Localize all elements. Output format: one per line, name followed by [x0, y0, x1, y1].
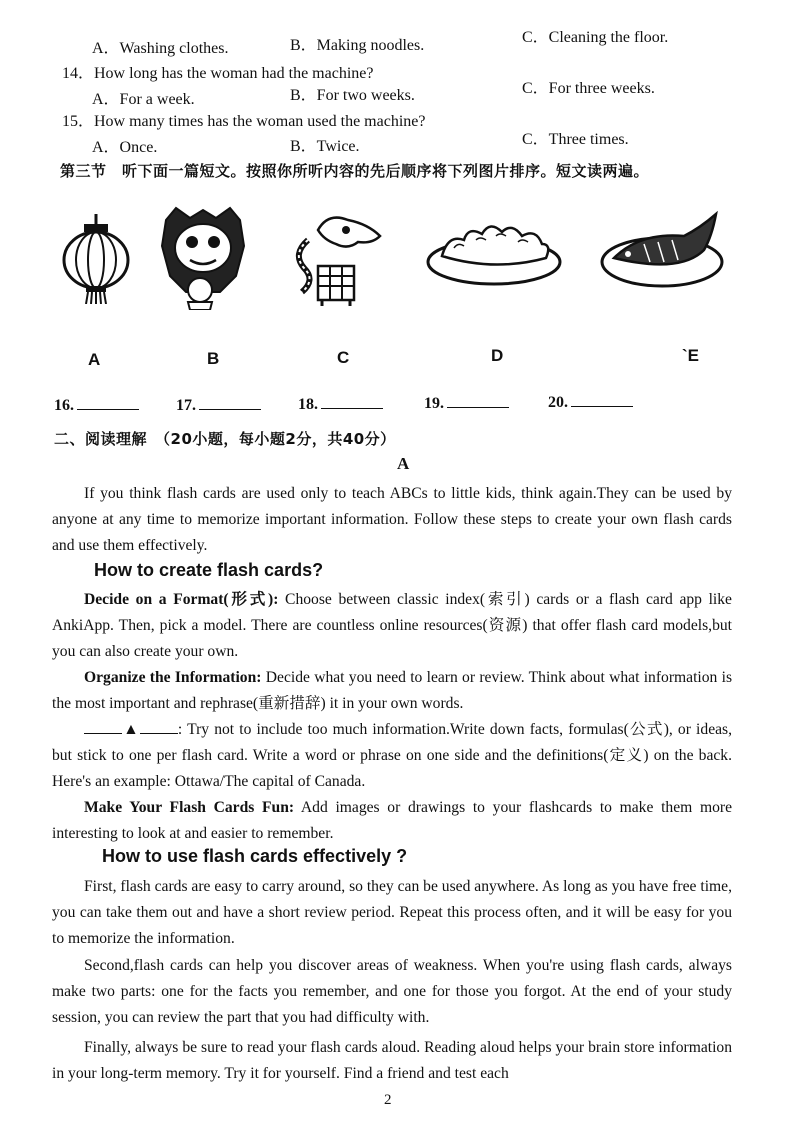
q15-option-b: B．Twice.: [290, 138, 360, 155]
fun-text: Add images or drawings to your flashcards to make them more interesting to look at and easier to remember.: [52, 799, 732, 842]
organize-text: Decide what you need to learn or review. Think about what information is the most important and rephrase(重新措辞) it in your own words.: [52, 669, 733, 712]
blank-marker: ▲: [122, 721, 140, 738]
passage-letter: A: [397, 454, 410, 473]
q13-option-a: A．Washing clothes.: [92, 40, 229, 57]
blank-number: 16.: [54, 397, 74, 414]
reading-blank-left[interactable]: [84, 732, 122, 734]
dragon-icon: [288, 210, 388, 306]
blank-text: : Try not to include too much information.Write down facts, formulas(公式), or ideas, but stick to one per flash card. Write a word or phrase on one side and the definitions(定义) on the back. Here's an example: Ottawa/The capital of Canada.: [52, 721, 732, 790]
lantern-icon: [60, 212, 132, 304]
answer-blank-16[interactable]: [54, 397, 139, 415]
answer-blank-17[interactable]: [176, 397, 261, 415]
answer-blank-19[interactable]: [424, 395, 509, 413]
format-label: Decide on a Format(形式):: [84, 591, 279, 608]
q14-option-c: C．For three weeks.: [522, 80, 655, 97]
finally-paragraph: [52, 1035, 732, 1087]
heading-create: How to create flash cards?: [94, 560, 324, 580]
picture-label-a: A: [88, 350, 101, 369]
format-text: Choose between classic index(索引) cards or a flash card app like AnkiApp. Then, pick a model. There are countless online resources(资源) that offer flash card models,but you can also create your own.: [52, 591, 732, 660]
organize-paragraph: [52, 665, 732, 717]
fun-label: Make Your Flash Cards Fun:: [84, 799, 295, 816]
reading-blank-right[interactable]: [140, 732, 178, 734]
blank-paragraph: [52, 717, 732, 795]
picture-label-e: `E: [682, 346, 699, 365]
finally-text: Finally, always be sure to read your flash cards aloud. Reading aloud helps your brain store information in your long-term memory. Try it for yourself. Find a friend and test each: [52, 1039, 732, 1082]
organize-label: Organize the Information:: [84, 669, 262, 686]
second-text: Second,flash cards can help you discover areas of weakness. When you're using flash cards, always make two parts: one for the facts you remember, and one for those you forgot. At the end of your study session, you can review the part that you had difficulty with.: [52, 957, 732, 1026]
q13-option-c: C．Cleaning the floor.: [522, 29, 669, 46]
intro-text: If you think flash cards are used only to teach ABCs to little kids, think again.They can be used by anyone at any time to memorize important information. Follow these steps to create your own flash cards and use them effectively.: [52, 485, 732, 554]
dumplings-icon: [424, 212, 564, 288]
part2-title: 二、阅读理解 （20小题，每小题2分，共40分）: [54, 430, 396, 448]
first-paragraph: [52, 874, 732, 952]
q13-option-b: B．Making noodles.: [290, 37, 425, 54]
q15-option-c: C．Three times.: [522, 131, 629, 148]
picture-label-c: C: [337, 348, 350, 367]
q14-option-a: A．For a week.: [92, 91, 195, 108]
fun-paragraph: [52, 795, 732, 847]
q14-question: 14．How long has the woman had the machine?: [62, 65, 374, 82]
q14-option-b: B．For two weeks.: [290, 87, 415, 104]
lion-dance-icon: [160, 206, 246, 310]
q15-question: 15．How many times has the woman used the machine?: [62, 113, 426, 130]
page-number: 2: [384, 1092, 392, 1108]
blank-number: 19.: [424, 395, 444, 412]
blank-number: 17.: [176, 397, 196, 414]
heading-use: How to use flash cards effectively ?: [102, 846, 408, 866]
section3-title: 第三节 听下面一篇短文。按照你所听内容的先后顺序将下列图片排序。短文读两遍。: [60, 162, 650, 180]
picture-label-b: B: [207, 349, 220, 368]
second-paragraph: [52, 953, 732, 1031]
fish-dish-icon: [600, 206, 724, 290]
intro-paragraph: [52, 481, 732, 559]
first-text: First, flash cards are easy to carry around, so they can be used anywhere. As long as you have free time, you can take them out and have a short review period. Repeat this process often, and it will be easy for you to memorize the information.: [52, 878, 732, 947]
format-paragraph: [52, 587, 732, 665]
picture-label-d: D: [491, 346, 504, 365]
blank-number: 18.: [298, 396, 318, 413]
blank-number: 20.: [548, 394, 568, 411]
answer-blank-18[interactable]: [298, 396, 383, 414]
answer-blank-20[interactable]: [548, 394, 633, 412]
q15-option-a: A．Once.: [92, 139, 158, 156]
